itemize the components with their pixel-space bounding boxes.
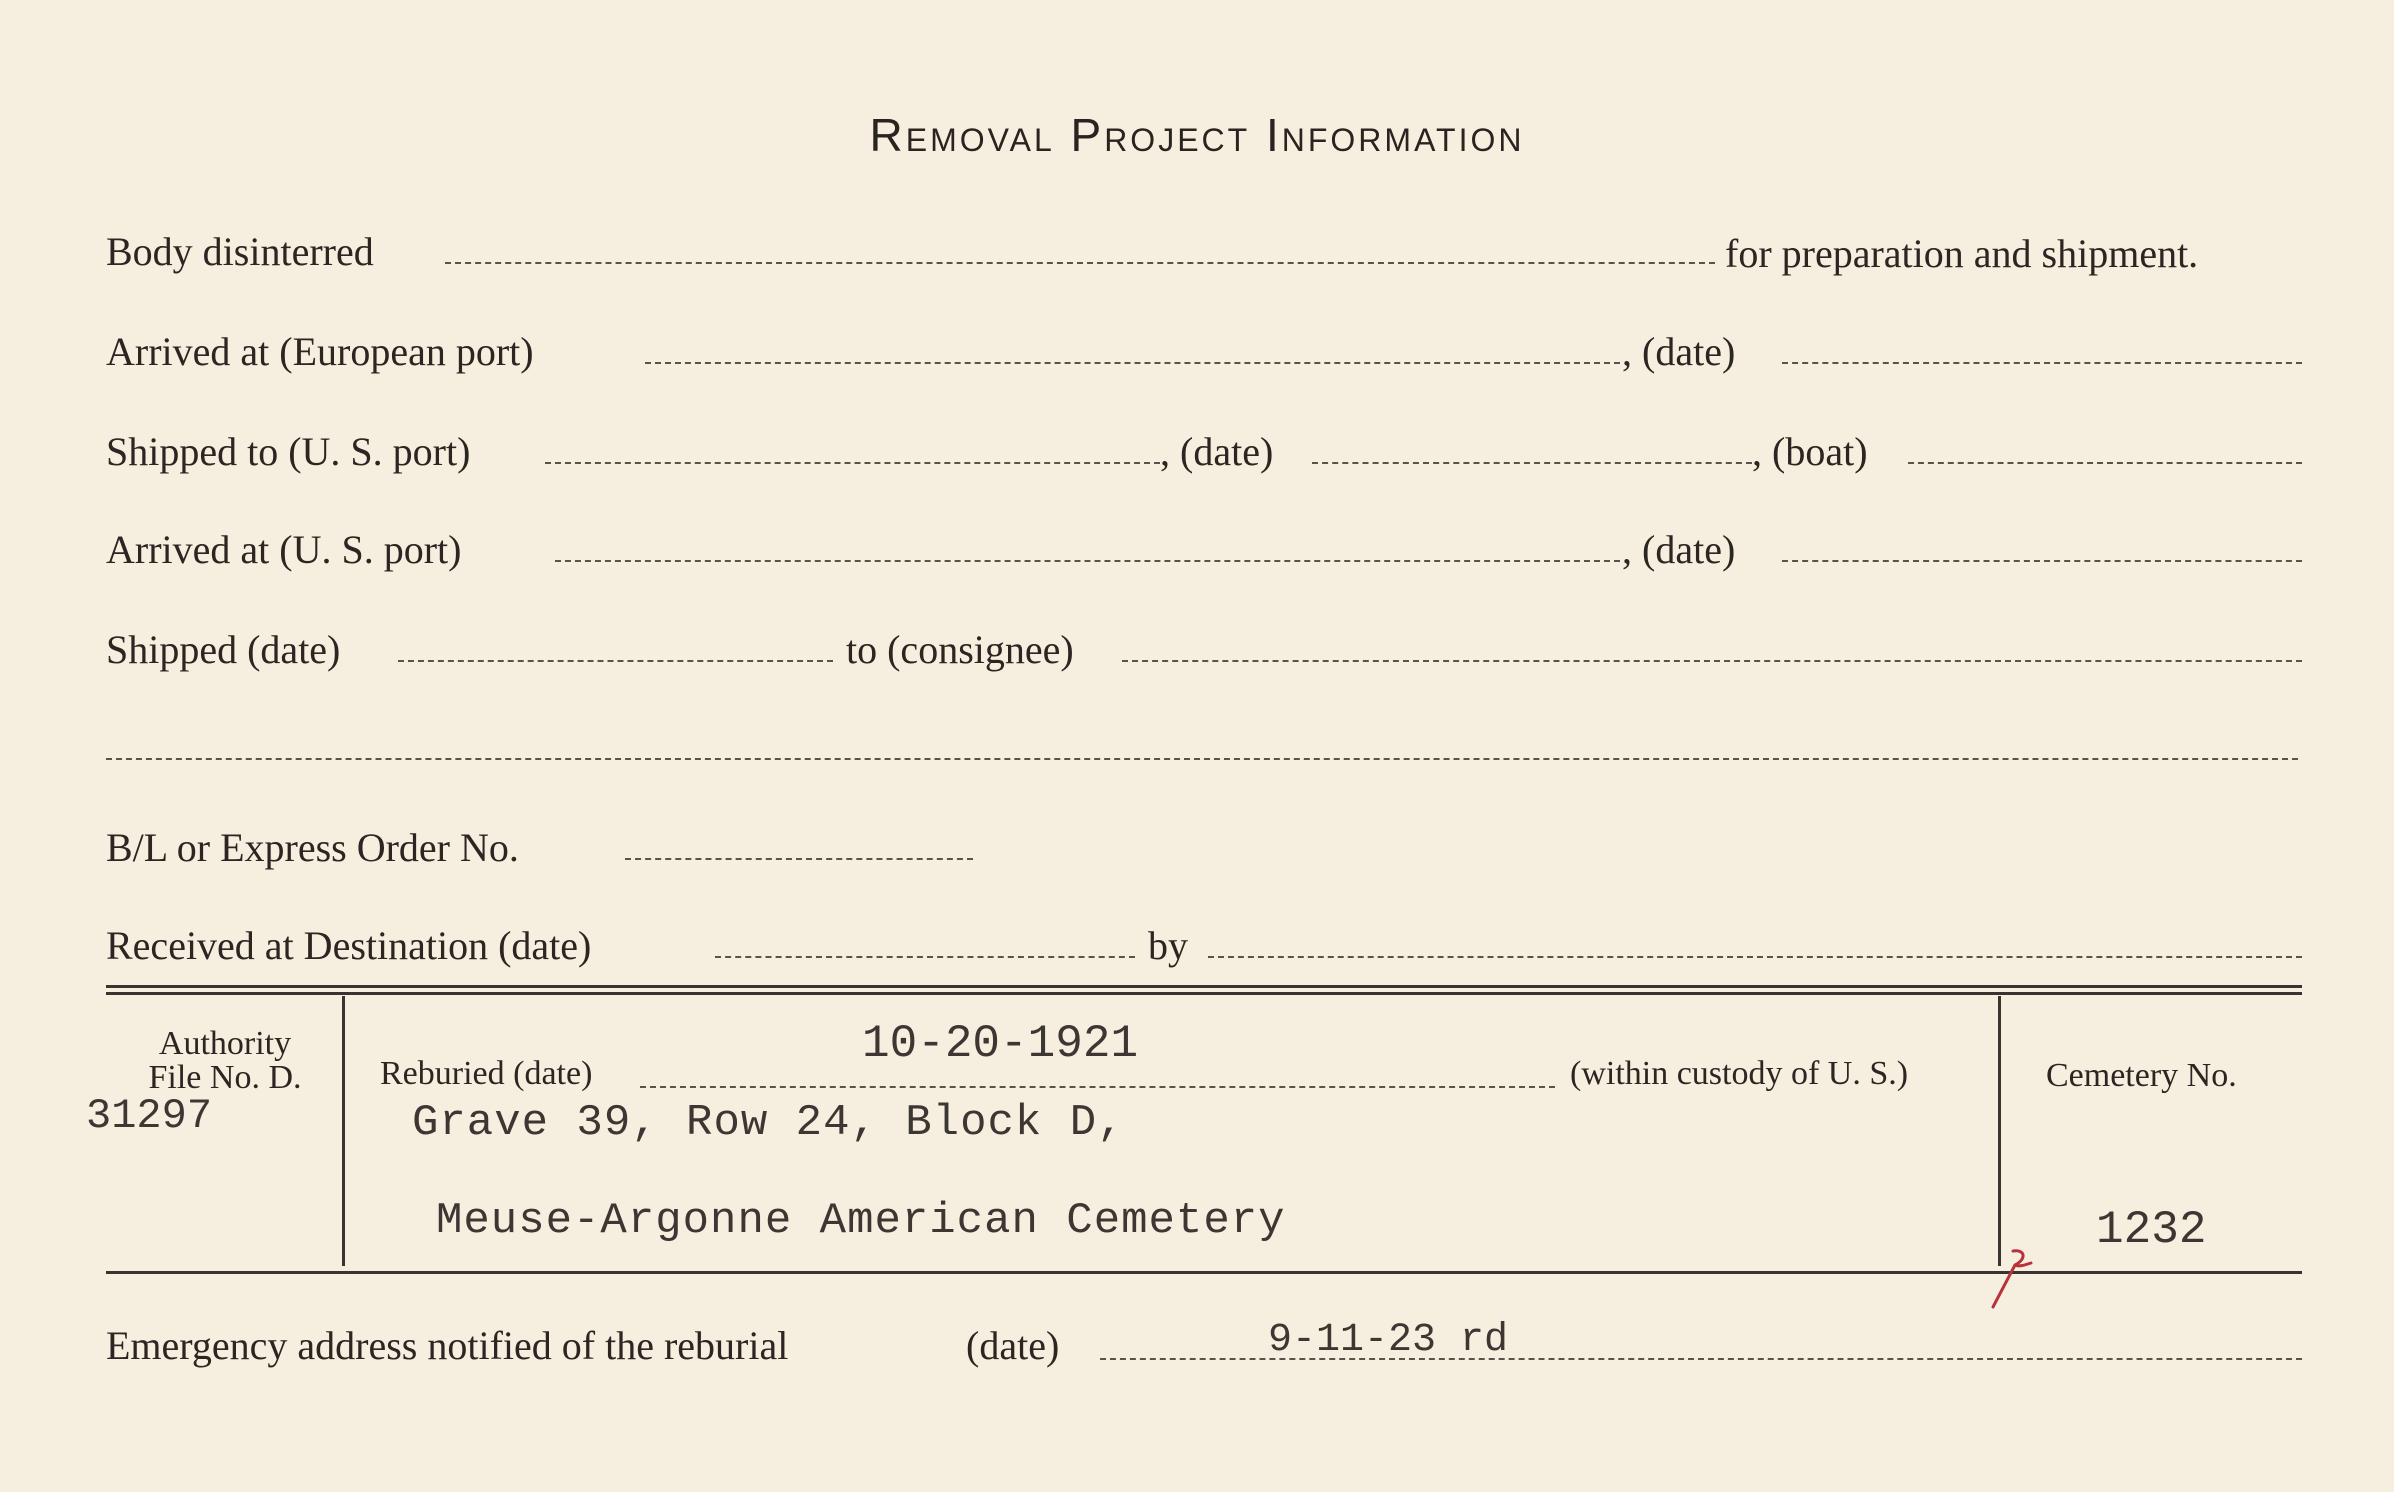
boat-label: , (boat) <box>1752 429 1868 474</box>
form-title: Removal Project Information <box>869 109 1525 161</box>
authority-label <box>110 1027 340 1095</box>
shipped-date-row-label: Shipped (date) <box>106 627 341 672</box>
consignee-field[interactable] <box>1122 660 2302 662</box>
shipped-date-field[interactable] <box>1312 462 1752 464</box>
consignee-label: to (consignee) <box>846 627 1074 672</box>
shipped-date-label: , (date) <box>1160 429 1274 474</box>
arrived-european-label: Arrived at (European port) <box>106 329 534 374</box>
emergency-address-label: Emergency address notified of the reburial <box>106 1323 789 1368</box>
box-bottom-rule <box>106 1271 2302 1274</box>
arrived-us-date-field[interactable] <box>1782 560 2302 562</box>
authority-file-number: 31297 <box>86 1092 213 1140</box>
shipped-date-row-field[interactable] <box>398 660 833 662</box>
us-port-field[interactable] <box>545 462 1160 464</box>
box-top-rule-1 <box>106 985 2302 988</box>
boat-field[interactable] <box>1908 462 2302 464</box>
red-check-mark <box>1985 1245 2045 1315</box>
shipped-to-us-label: Shipped to (U. S. port) <box>106 429 471 474</box>
box-divider-left <box>342 996 345 1266</box>
box-top-rule-2 <box>106 992 2302 995</box>
body-disinterred-label: Body disinterred <box>106 229 374 274</box>
cemetery-no-label: Cemetery No. <box>2046 1057 2237 1094</box>
received-date-field[interactable] <box>715 956 1135 958</box>
reburied-date-value: 10-20-1921 <box>862 1018 1139 1070</box>
received-destination-label: Received at Destination (date) <box>106 923 592 968</box>
authority-line-1: Authority <box>158 1025 292 1062</box>
box-divider-right <box>1998 996 2001 1266</box>
european-date-label: , (date) <box>1622 329 1736 374</box>
emergency-date-value: 9-11-23 rd <box>1268 1318 1509 1363</box>
grave-location-text: Grave 39, Row 24, Block D, <box>412 1098 1125 1148</box>
within-custody-label: (within custody of U. S.) <box>1570 1055 1909 1092</box>
cemetery-no-value: 1232 <box>2096 1204 2207 1256</box>
european-date-field[interactable] <box>1782 362 2302 364</box>
cemetery-name-text: Meuse-Argonne American Cemetery <box>436 1196 1286 1246</box>
bl-order-field[interactable] <box>625 858 973 860</box>
bl-order-label: B/L or Express Order No. <box>106 825 519 870</box>
arrived-us-port-field[interactable] <box>555 560 1620 562</box>
arrived-us-date-label: , (date) <box>1622 527 1736 572</box>
arrived-us-label: Arrived at (U. S. port) <box>106 527 462 572</box>
reburied-label: Reburied (date) <box>380 1055 593 1092</box>
for-preparation-label: for preparation and shipment. <box>1725 231 2199 276</box>
received-by-field[interactable] <box>1208 956 2302 958</box>
body-disinterred-field[interactable] <box>445 262 1715 264</box>
consignee-continuation-field[interactable] <box>106 758 2298 760</box>
authority-line-2: File No. D. <box>148 1059 302 1096</box>
reburied-date-field[interactable] <box>640 1086 1555 1088</box>
by-label: by <box>1148 923 1188 968</box>
european-port-field[interactable] <box>645 362 1620 364</box>
emergency-date-label: (date) <box>966 1323 1060 1368</box>
